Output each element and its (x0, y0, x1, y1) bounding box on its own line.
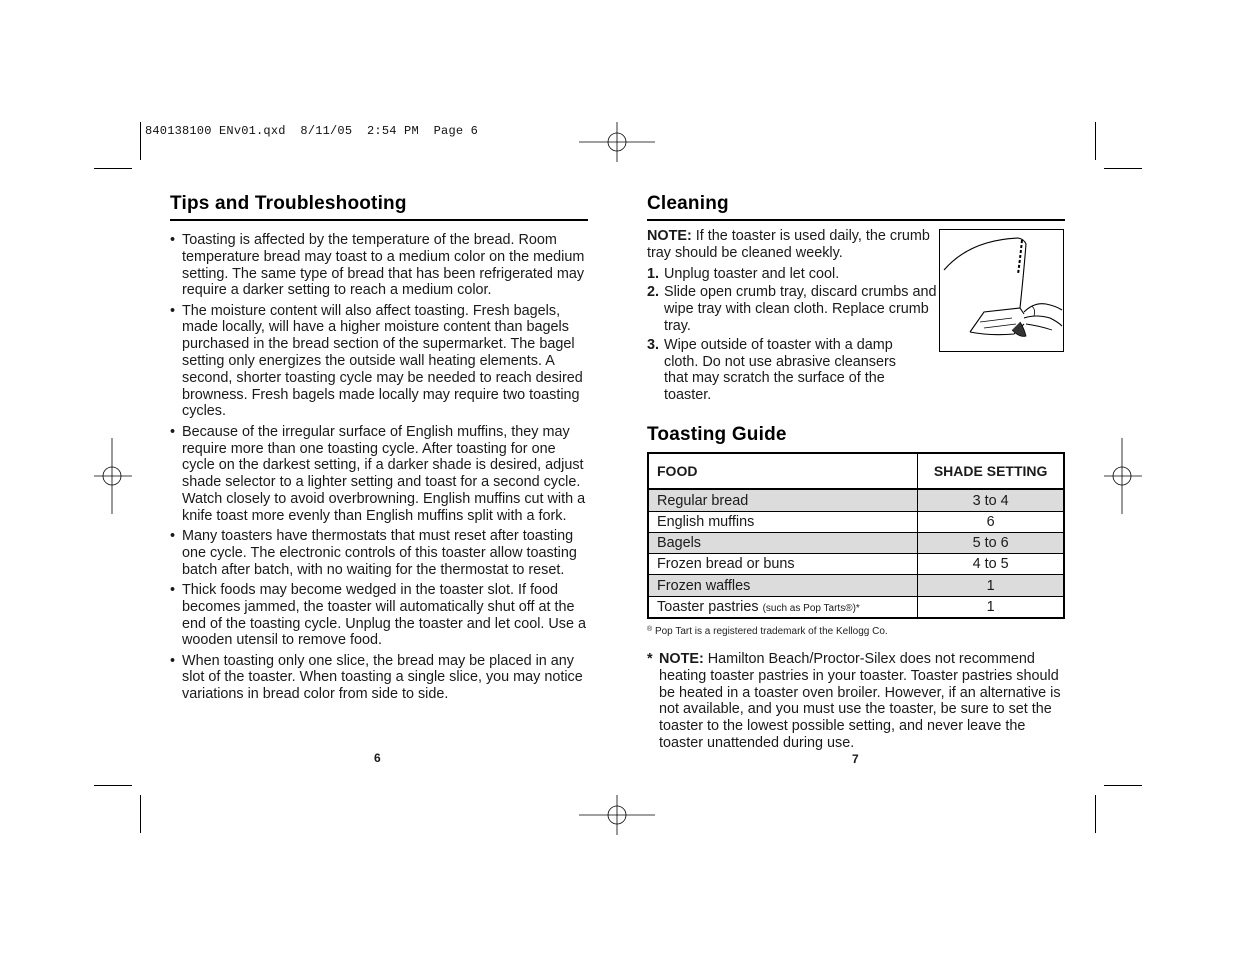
table-row (648, 511, 1064, 532)
left-page (170, 193, 588, 707)
note-text: If the toaster is used daily, the crumb tray should be cleaned weekly. (647, 228, 930, 261)
toasting-guide-table (647, 452, 1065, 619)
tip-item: • When toasting only one slice, the bread may be placed in any slot of the toaster. When toasting a single slice, you may notice variations in bread color from side to side. (170, 653, 588, 703)
col-header-shade: SHADE SETTING (918, 453, 1064, 489)
tip-item: • Thick foods may become wedged in the toaster slot. If food becomes jammed, the toaster will automatically shut off at the end of the toasting cycle. Unplug the toaster and let cool. Use a wooden utensil to remove food. (170, 582, 588, 649)
step-item (647, 337, 904, 404)
tips-list (170, 232, 588, 703)
step-item (647, 266, 954, 283)
tip-item: • Many toasters have thermostats that must reset after toasting one cycle. The electronic controls of this toaster allow toasting batch after batch, with no waiting for the thermostat to reset. (170, 528, 588, 578)
registration-mark-right (1104, 438, 1142, 514)
step-text: Unplug toaster and let cool. (664, 265, 840, 282)
table-header-row (648, 453, 1064, 489)
crop-mark (1104, 785, 1142, 786)
setting-cell: 3 to 4 (918, 489, 1064, 511)
step-text: Wipe outside of toaster with a damp cloth. Do not use abrasive cleansers that may scratch the surface of the toaster. (664, 336, 896, 404)
table-row (648, 532, 1064, 553)
table-row (648, 489, 1064, 511)
step-number: 1. (647, 265, 660, 282)
tip-item: • Toasting is affected by the temperature of the bread. Room temperature bread may toast to a medium color on the medium setting. The same type of bread that has been refrigerated may require a darker setting to reach a medium color. (170, 232, 588, 299)
registration-mark-top (579, 122, 655, 162)
table-row (648, 596, 1064, 618)
tip-item: • The moisture content will also affect toasting. Fresh bagels, made locally, will have a higher moisture content than bagels purchased in the bread section of the supermarket. The bagel setting only energizes the outside wall heating elements. A second, shorter toasting cycle may be needed to reach desired browness. Fresh bagels made locally may require two toasting cycles. (170, 303, 588, 421)
food-cell: English muffins (648, 511, 918, 532)
toaster-hand-icon (940, 230, 1063, 351)
food-cell: Frozen bread or buns (648, 554, 918, 575)
step-number: 3. (647, 336, 660, 353)
file-slug: 840138100 ENv01.qxd 8/11/05 2:54 PM Page 6 (145, 124, 479, 138)
crop-mark (94, 785, 132, 786)
step-item (647, 284, 949, 334)
registration-mark-left (94, 438, 132, 514)
asterisk: * (647, 651, 653, 667)
toasting-guide-title-wrap (647, 424, 1065, 446)
setting-cell: 4 to 5 (918, 554, 1064, 575)
toasting-guide-heading: Toasting Guide (647, 424, 787, 445)
step-text: Slide open crumb tray, discard crumbs and wipe tray with clean cloth. Replace crumb tray. (664, 284, 937, 334)
crumb-tray-illustration (939, 229, 1064, 352)
page-number-right: 7 (852, 752, 859, 766)
table-row (648, 575, 1064, 596)
cleaning-note (647, 228, 937, 262)
food-cell: Regular bread (648, 489, 918, 511)
setting-cell: 1 (918, 575, 1064, 596)
setting-cell: 1 (918, 596, 1064, 618)
trademark-footnote (647, 626, 888, 637)
crop-mark (1104, 168, 1142, 169)
crop-mark (140, 122, 141, 160)
crop-mark (1095, 795, 1096, 833)
registered-mark: ® (647, 626, 653, 633)
cleaning-heading: Cleaning (647, 193, 1065, 221)
registration-mark-bottom (579, 795, 655, 835)
note-label: NOTE: (647, 228, 692, 244)
setting-cell: 5 to 6 (918, 532, 1064, 553)
crop-mark (140, 795, 141, 833)
food-name: Toaster pastries (657, 598, 759, 615)
food-cell: Frozen waffles (648, 575, 918, 596)
pastry-note-label: NOTE: (659, 651, 704, 667)
tips-heading: Tips and Troubleshooting (170, 193, 588, 221)
pastry-note-text: Hamilton Beach/Proctor-Silex does not recommend heating toaster pastries in your toaster. Toaster pastries should be heated in a toaster oven broiler. However, if an alternative is not available, and you must use the toaster, be sure to set the toaster to the lowest possible setting, and never leave the toaster unattended during use. (659, 651, 1061, 751)
crop-mark (1095, 122, 1096, 160)
step-number: 2. (647, 284, 660, 301)
pastry-note (647, 651, 1067, 752)
food-note: (such as Pop Tarts®)* (762, 602, 860, 614)
tip-item: • Because of the irregular surface of English muffins, they may require more than one toasting cycle. After toasting for one cycle on the darkest setting, if a darker shade is desired, adjust shade selector to a lighter setting and toast for a second cycle. Watch closely to avoid overbrowning. English muffins cut with a knife toast more evenly than English muffins split with a fork. (170, 424, 588, 525)
food-cell: Bagels (648, 532, 918, 553)
table-row (648, 554, 1064, 575)
setting-cell: 6 (918, 511, 1064, 532)
footnote-text: Pop Tart is a registered trademark of the Kellogg Co. (654, 626, 888, 637)
page-number-left: 6 (374, 751, 381, 765)
col-header-food: FOOD (648, 453, 918, 489)
crop-mark (94, 168, 132, 169)
food-cell (648, 596, 918, 618)
